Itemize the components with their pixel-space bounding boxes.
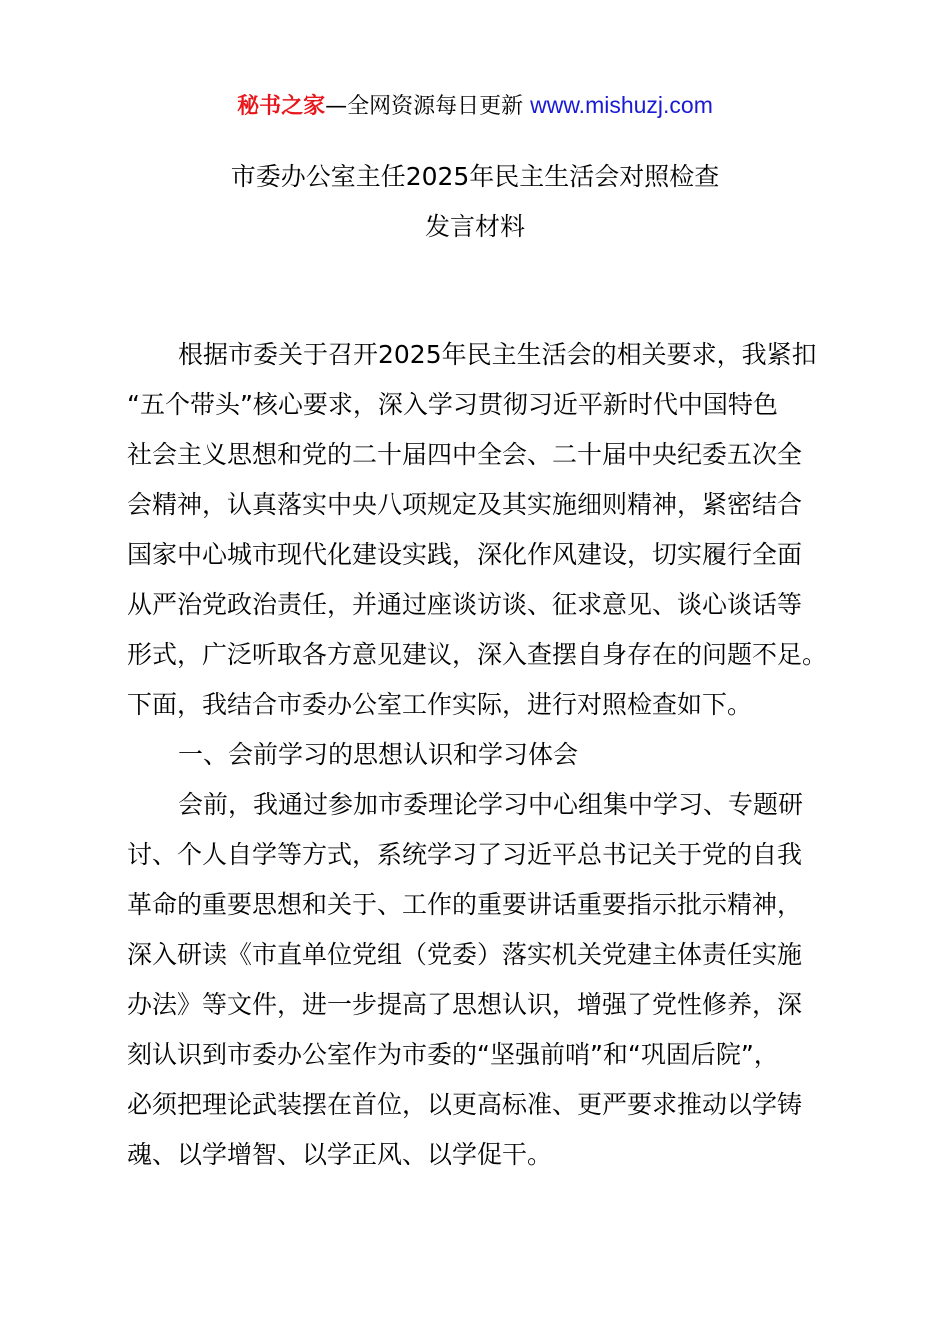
paragraph-line: 形式，广泛听取各方意见建议，深入查摆自身存在的问题不足。 xyxy=(127,640,828,669)
paragraph-line: 会精神，认真落实中央八项规定及其实施细则精神，紧密结合 xyxy=(127,490,803,519)
paragraph-line: 从严治党政治责任，并通过座谈访谈、征求意见、谈心谈话等 xyxy=(127,590,803,619)
title-line: 市委办公室主任2025年民主生活会对照检查 xyxy=(230,162,720,191)
paragraph-line: 魂、以学增智、以学正风、以学促干。 xyxy=(127,1140,553,1169)
title-line: 发言材料 xyxy=(424,212,525,241)
paragraph-line: 社会主义思想和党的二十届四中全会、二十届中央纪委五次全 xyxy=(127,440,803,469)
paragraph-line: 国家中心城市现代化建设实践，深化作风建设，切实履行全面 xyxy=(127,540,803,569)
banner-slogan: —全网资源每日更新 xyxy=(325,94,531,119)
paragraph-line: 办法》等文件，进一步提高了思想认识，增强了党性修养，深 xyxy=(127,990,803,1019)
paragraph-line: “五个带头”核心要求，深入学习贯彻习近平新时代中国特色 xyxy=(127,390,778,419)
paragraph-line: 讨、个人自学等方式，系统学习了习近平总书记关于党的自我 xyxy=(127,840,803,869)
paragraph-line: 会前，我通过参加市委理论学习中心组集中学习、专题研 xyxy=(178,790,804,819)
section-heading: 一、会前学习的思想认识和学习体会 xyxy=(178,740,579,769)
paragraph-line: 下面，我结合市委办公室工作实际，进行对照检查如下。 xyxy=(127,690,753,719)
paragraph-line: 革命的重要思想和关于、工作的重要讲话重要指示批示精神， xyxy=(127,890,803,919)
paragraph-line: 必须把理论武装摆在首位，以更高标准、更严要求推动以学铸 xyxy=(127,1090,803,1119)
paragraph-line: 根据市委关于召开2025年民主生活会的相关要求，我紧扣 xyxy=(178,340,817,369)
site-url-link[interactable]: www.mishuzj.com xyxy=(530,92,713,118)
document-title xyxy=(0,152,950,252)
brand-name: 秘书之家 xyxy=(237,94,326,119)
paragraph-line: 刻认识到市委办公室作为市委的“坚强前哨”和“巩固后院”， xyxy=(127,1040,779,1069)
document-body xyxy=(127,330,832,1180)
site-banner xyxy=(0,88,950,124)
paragraph-line: 深入研读《市直单位党组（党委）落实机关党建主体责任实施 xyxy=(127,940,803,969)
